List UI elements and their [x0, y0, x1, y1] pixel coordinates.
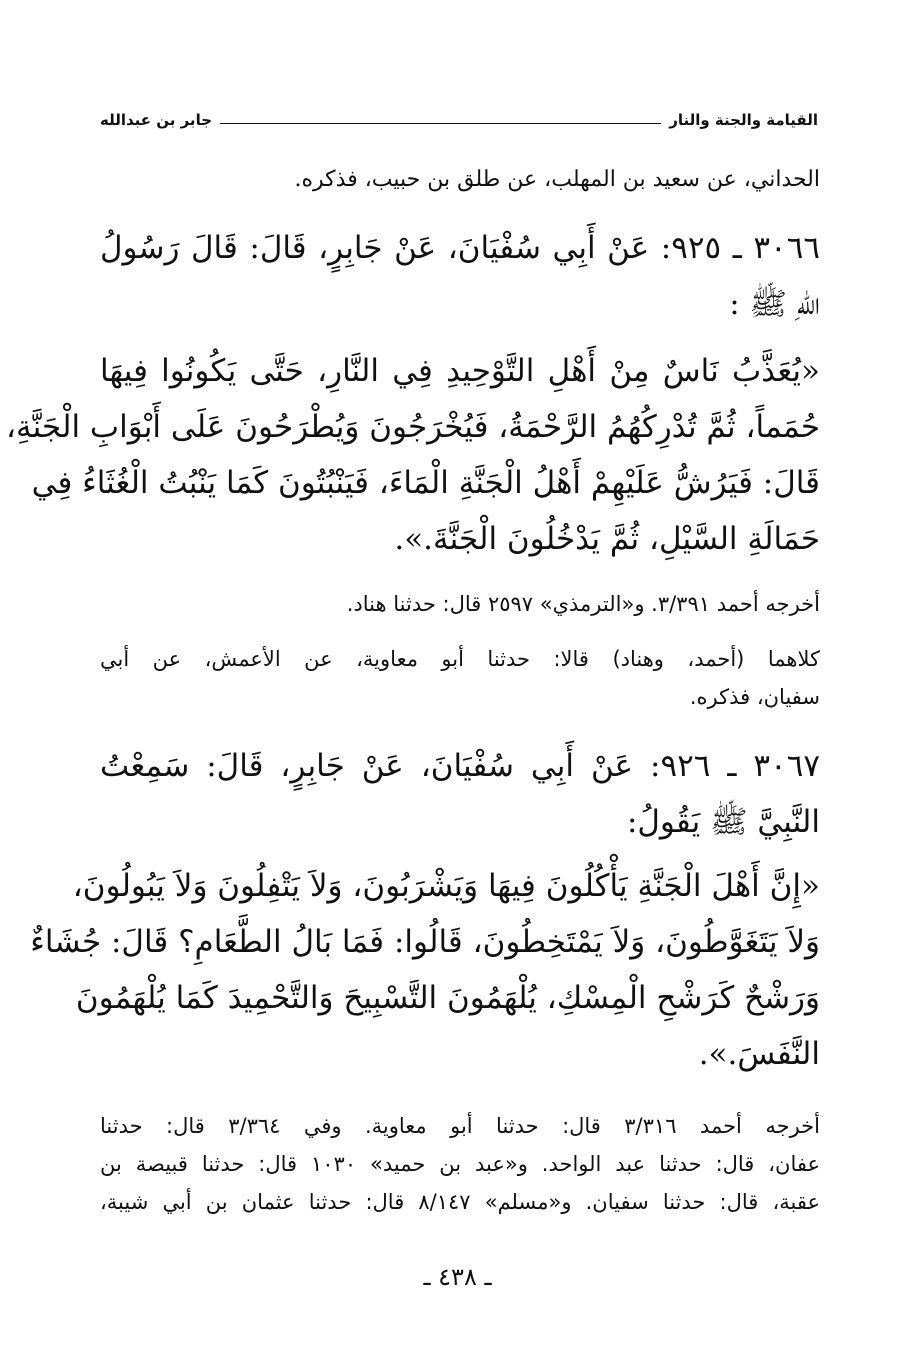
hadith-2-text — [30, 858, 820, 1082]
hadith-1-heading-line: اللّهِ ﷺ : — [729, 286, 820, 322]
hadith-2-text-line: «إِنَّ أَهْلَ الْجَنَّةِ يَأْكُلُونَ فِيهَا وَيَشْرَبُونَ، وَلاَ يَتْفِلُونَ وَلاَ يَبُولُونَ، — [72, 868, 820, 904]
hadith-2-text-line: النَّفَسَ.». — [698, 1036, 820, 1072]
hadith-1-text-line: حَمَالَةِ السَّيْلِ، ثُمَّ يَدْخُلُونَ الْجَنَّةَ.». — [394, 521, 820, 557]
hadith-1-text-line: قَالَ: فَيَرُشُّ عَلَيْهِمْ أَهْلُ الْجَنَّةِ الْمَاءَ، فَيَنْبُتُونَ كَمَا يَنْبُتُ الْغُثَاءُ فِي — [31, 465, 820, 501]
running-header — [100, 103, 818, 129]
page-number: ـ ٤٣٨ ـ — [423, 1263, 492, 1291]
hadith-1-heading — [100, 220, 820, 332]
hadith-2-heading — [100, 738, 820, 850]
header-section-title: القيامة والجنة والنار — [669, 111, 818, 129]
hadith-1-source-line: أخرجه أحمد ٣/٣٩١. و«الترمذي» ٢٥٩٧ قال: حدثنا هناد. — [346, 592, 820, 616]
hadith-2-source — [100, 1107, 820, 1221]
hadith-1-chain — [100, 640, 820, 716]
hadith-2-source-line: عقبة، قال: حدثنا سفيان. و«مسلم» ٨/١٤٧ قال: حدثنا عثمان بن أبي شيبة، — [100, 1190, 820, 1214]
hadith-1-source — [100, 585, 820, 623]
hadith-2-source-line: عفان، قال: حدثنا عبد الواحد. و«عبد بن حميد» ١٠٣٠ قال: حدثنا قبيصة بن — [100, 1152, 820, 1176]
intro-paragraph — [100, 160, 820, 200]
hadith-1-chain-line: كلاهما (أحمد، وهناد) قالا: حدثنا أبو معاوية، عن الأعمش، عن أبي — [100, 647, 820, 671]
hadith-1-text-line: «يُعَذَّبُ نَاسٌ مِنْ أَهْلِ التَّوْحِيدِ فِي النَّارِ، حَتَّى يَكُونُوا فِيهَا — [100, 353, 820, 389]
hadith-2-heading-line: النَّبِيَّ ﷺ يَقُولُ: — [626, 804, 820, 840]
header-rule — [220, 123, 661, 124]
hadith-2-heading-line: ٣٠٦٧ ـ ٩٢٦: عَنْ أَبِي سُفْيَانَ، عَنْ جَابِرٍ، قَالَ: سَمِعْتُ — [100, 748, 820, 784]
hadith-2-source-line: أخرجه أحمد ٣/٣١٦ قال: حدثنا أبو معاوية. وفي ٣/٣٦٤ قال: حدثنا — [100, 1114, 820, 1138]
hadith-2-text-line: وَلاَ يَتَغَوَّطُونَ، وَلاَ يَمْتَخِطُونَ، قَالُوا: فَمَا بَالُ الطَّعَامِ؟ قَالَ: جُشَاءٌ — [30, 924, 820, 960]
hadith-2-text-line: وَرَشْحٌ كَرَشْحِ الْمِسْكِ، يُلْهَمُونَ التَّسْبِيحَ وَالتَّحْمِيدَ كَمَا يُلْهَمُونَ — [75, 980, 820, 1016]
hadith-1-text — [6, 343, 820, 567]
hadith-1-chain-line: سفيان، فذكره. — [689, 685, 820, 709]
header-narrator: جابر بن عبدالله — [100, 111, 213, 129]
hadith-1-heading-line: ٣٠٦٦ ـ ٩٢٥: عَنْ أَبِي سُفْيَانَ، عَنْ جَابِرٍ، قَالَ: قَالَ رَسُولُ — [100, 230, 820, 266]
hadith-1-text-line: حُمَماً، ثُمَّ تُدْرِكُهُمُ الرَّحْمَةُ، فَيُخْرَجُونَ وَيُطْرَحُونَ عَلَى أَبْوَابِ الْجَنَّةِ، — [6, 409, 820, 445]
intro-line: الحداني، عن سعيد بن المهلب، عن طلق بن حبيب، فذكره. — [294, 167, 820, 192]
